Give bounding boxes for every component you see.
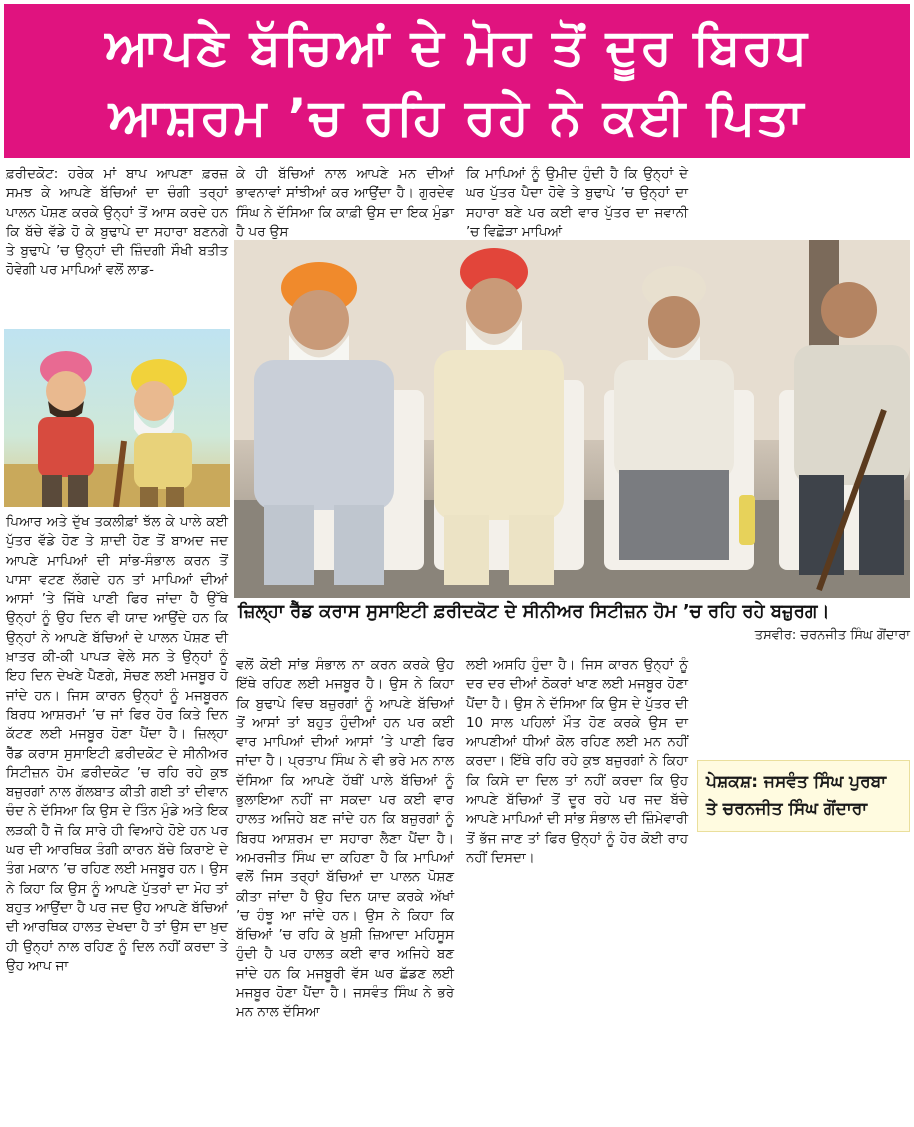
presented-by-box bbox=[697, 760, 910, 832]
article-col3-top bbox=[466, 165, 688, 242]
article-paragraph: ਲਈ ਅਸਹਿ ਹੁੰਦਾ ਹੈ। ਜਿਸ ਕਾਰਨ ਉਨ੍ਹਾਂ ਨੂੰ ਦਰ ਦਰ ਦੀਆਂ ਠੋਕਰਾਂ ਖਾਣ ਲਈ ਮਜਬੂਰ ਹੋਣਾ ਪੈਂਦਾ ਹੈ। ਉਸ ਨੇ ਦੱਸਿਆ ਕਿ ਉਸ ਦੇ ਪੁੱਤਰ ਦੀ 10 ਸਾਲ ਪਹਿਲਾਂ ਮੌਤ ਹੋਣ ਕਰਕੇ ਉਸ ਦਾ ਆਪਣੀਆਂ ਧੀਆਂ ਕੋਲ ਰਹਿਣ ਲਈ ਮਨ ਨਹੀਂ ਕਰਦਾ। ਇੱਥੇ ਰਹਿ ਰਹੇ ਕੁਝ ਬਜ਼ੁਰਗਾਂ ਨੇ ਕਿਹਾ ਕਿ ਕਿਸੇ ਦਾ ਦਿਲ ਤਾਂ ਨਹੀਂ ਕਰਦਾ ਕਿ ਉਹ ਆਪਣੇ ਬੱਚਿਆਂ ਤੋਂ ਦੂਰ ਰਹੇ ਪਰ ਜਦ ਬੱਚੇ ਆਪਣੇ ਮਾਪਿਆਂ ਦੀ ਸਾਂਭ ਸੰਭਾਲ ਦੀ ਜ਼ਿੰਮੇਵਾਰੀ ਤੋਂ ਭੱਜ ਜਾਣ ਤਾਂ ਫਿਰ ਉਨ੍ਹਾਂ ਨੂੰ ਹੋਰ ਕੋਈ ਰਾਹ ਨਹੀਂ ਦਿਸਦਾ। bbox=[466, 658, 688, 866]
photo-credit: ਤਸਵੀਰ: ਚਰਨਜੀਤ ਸਿੰਘ ਗੋਂਦਾਰਾ bbox=[754, 628, 910, 643]
cartoon-drawing bbox=[4, 329, 230, 507]
photo-caption: ਜ਼ਿਲ੍ਹਾ ਰੈੱਡ ਕਰਾਸ ਸੁਸਾਇਟੀ ਫ਼ਰੀਦਕੋਟ ਦੇ ਸੀਨੀਅਰ ਸਿਟੀਜ਼ਨ ਹੋਮ ’ਚ ਰਹਿ ਰਹੇ ਬਜ਼ੁਰਗ। bbox=[238, 601, 830, 622]
article-col3-bottom bbox=[466, 656, 688, 868]
headline-line-2: ਆਸ਼ਰਮ ’ਚ ਰਹਿ ਰਹੇ ਨੇ ਕਈ ਪਿਤਾ bbox=[108, 88, 806, 146]
presented-by-line-2: ਤੇ ਚਰਨਜੀਤ ਸਿੰਘ ਗੋਂਦਾਰਾ bbox=[706, 799, 868, 819]
headline-line-1: ਆਪਣੇ ਬੱਚਿਆਂ ਦੇ ਮੋਹ ਤੋਂ ਦੂਰ ਬਿਰਧ bbox=[105, 18, 809, 76]
cartoon-illustration bbox=[4, 329, 230, 507]
article-col1-top bbox=[6, 165, 228, 281]
article-paragraph: ਵਲੋਂ ਕੋਈ ਸਾਂਭ ਸੰਭਾਲ ਨਾ ਕਰਨ ਕਰਕੇ ਉਹ ਇੱਥੇ ਰਹਿਣ ਲਈ ਮਜਬੂਰ ਹੈ। ਉਸ ਨੇ ਕਿਹਾ ਕਿ ਬੁਢਾਪੇ ਵਿਚ ਬਜ਼ੁਰਗਾਂ ਨੂੰ ਆਪਣੇ ਬੱਚਿਆਂ ਤੋਂ ਆਸਾਂ ਤਾਂ ਬਹੁਤ ਹੁੰਦੀਆਂ ਹਨ ਪਰ ਕਈ ਵਾਰ ਮਾਪਿਆਂ ਦੀਆਂ ਆਸਾਂ ’ਤੇ ਪਾਣੀ ਫਿਰ ਜਾਂਦਾ ਹੈ। ਪ੍ਰਤਾਪ ਸਿੰਘ ਨੇ ਵੀ ਭਰੇ ਮਨ ਨਾਲ ਦੱਸਿਆ ਕਿ ਆਪਣੇ ਹੱਥੀਂ ਪਾਲੇ ਬੱਚਿਆਂ ਨੂੰ ਭੁਲਾਇਆ ਨਹੀਂ ਜਾ ਸਕਦਾ ਪਰ ਕਈ ਵਾਰ ਹਾਲਤ ਅਜਿਹੇ ਬਣ ਜਾਂਦੇ ਹਨ ਕਿ ਬਜ਼ੁਰਗਾਂ ਨੂੰ ਬਿਰਧ ਆਸ਼ਰਮ ਦਾ ਸਹਾਰਾ ਲੈਣਾ ਪੈਂਦਾ ਹੈ। ਅਮਰਜੀਤ ਸਿੰਘ ਦਾ ਕਹਿਣਾ ਹੈ ਕਿ ਮਾਪਿਆਂ ਵਲੋਂ ਜਿਸ ਤਰ੍ਹਾਂ ਬੱਚਿਆਂ ਦਾ ਪਾਲਨ ਪੋਸ਼ਣ ਕੀਤਾ ਜਾਂਦਾ ਹੈ ਉਹ ਦਿਨ ਯਾਦ ਕਰਕੇ ਅੱਖਾਂ ’ਚ ਹੰਝੂ ਆ ਜਾਂਦੇ ਹਨ। ਉਸ ਨੇ ਕਿਹਾ ਕਿ ਬੱਚਿਆਂ ’ਚ ਰਹਿ ਕੇ ਖ਼ੁਸ਼ੀ ਜ਼ਿਆਦਾ ਮਹਿਸੂਸ ਹੁੰਦੀ ਹੈ ਪਰ ਹਾਲਤ ਕਈ ਵਾਰ ਅਜਿਹੇ ਬਣ ਜਾਂਦੇ ਹਨ ਕਿ ਮਜਬੂਰੀ ਵੱਸ ਘਰ ਛੱਡਣ ਲਈ ਮਜਬੂਰ ਹੋਣਾ ਪੈਂਦਾ ਹੈ। ਜਸਵੰਤ ਸਿੰਘ ਨੇ ਭਰੇ ਮਨ ਨਾਲ ਦੱਸਿਆ bbox=[236, 658, 454, 1021]
article-col1-bottom bbox=[6, 513, 228, 976]
article-paragraph: ਫ਼ਰੀਦਕੋਟ: ਹਰੇਕ ਮਾਂ ਬਾਪ ਆਪਣਾ ਫ਼ਰਜ਼ ਸਮਝ ਕੇ ਆਪਣੇ ਬੱਚਿਆਂ ਦਾ ਚੰਗੀ ਤਰ੍ਹਾਂ ਪਾਲਨ ਪੋਸ਼ਣ ਕਰਕੇ ਉਨ੍ਹਾਂ ਤੋਂ ਆਸ ਕਰਦੇ ਹਨ ਕਿ ਬੱਚੇ ਵੱਡੇ ਹੋ ਕੇ ਬੁਢਾਪੇ ਦਾ ਸਹਾਰਾ ਬਣਨਗੇ ਤੇ ਬੁਢਾਪੇ ’ਚ ਉਨ੍ਹਾਂ ਦੀ ਜ਼ਿੰਦਗੀ ਸੌਖੀ ਬਤੀਤ ਹੋਵੇਗੀ ਪਰ ਮਾਪਿਆਂ ਵਲੋਂ ਲਾਡ- bbox=[6, 167, 228, 279]
article-paragraph: ਕੇ ਹੀ ਬੱਚਿਆਂ ਨਾਲ ਆਪਣੇ ਮਨ ਦੀਆਂ ਭਾਵਨਾਵਾਂ ਸਾਂਝੀਆਂ ਕਰ ਆਉਂਦਾ ਹੈ। ਗੁਰਦੇਵ ਸਿੰਘ ਨੇ ਦੱਸਿਆ ਕਿ ਕਾਫ਼ੀ ਉਸ ਦਾ ਇਕ ਮੁੰਡਾ ਹੈ ਪਰ ਉਸ bbox=[236, 167, 454, 240]
presented-by-line-1: ਪੇਸ਼ਕਸ਼: ਜਸਵੰਤ ਸਿੰਘ ਪੁਰਬਾ bbox=[706, 772, 887, 792]
article-col2-top bbox=[236, 165, 454, 242]
photo-drawing bbox=[234, 240, 910, 598]
article-col2-bottom bbox=[236, 656, 454, 1023]
elderly-men-photo bbox=[234, 240, 910, 598]
article-paragraph: ਕਿ ਮਾਪਿਆਂ ਨੂੰ ਉਮੀਦ ਹੁੰਦੀ ਹੈ ਕਿ ਉਨ੍ਹਾਂ ਦੇ ਘਰ ਪੁੱਤਰ ਪੈਦਾ ਹੋਵੇ ਤੇ ਬੁਢਾਪੇ ’ਚ ਉਨ੍ਹਾਂ ਦਾ ਸਹਾਰਾ ਬਣੇ ਪਰ ਕਈ ਵਾਰ ਪੁੱਤਰ ਦਾ ਜਵਾਨੀ ’ਚ ਵਿਛੋੜਾ ਮਾਪਿਆਂ bbox=[466, 167, 688, 240]
headline-banner bbox=[4, 4, 910, 158]
article-paragraph: ਪਿਆਰ ਅਤੇ ਦੁੱਖ ਤਕਲੀਫ਼ਾਂ ਝੱਲ ਕੇ ਪਾਲੇ ਕਈ ਪੁੱਤਰ ਵੱਡੇ ਹੋਣ ਤੇ ਸ਼ਾਦੀ ਹੋਣ ਤੋਂ ਬਾਅਦ ਜਦ ਆਪਣੇ ਮਾਪਿਆਂ ਦੀ ਸਾਂਭ-ਸੰਭਾਲ ਕਰਨ ਤੋਂ ਪਾਸਾ ਵਟਣ ਲੱਗਦੇ ਹਨ ਤਾਂ ਮਾਪਿਆਂ ਦੀਆਂ ਆਸਾਂ ’ਤੇ ਜਿੱਥੇ ਪਾਣੀ ਫਿਰ ਜਾਂਦਾ ਹੈ ਉੱਥੇ ਉਨ੍ਹਾਂ ਨੂੰ ਉਹ ਦਿਨ ਵੀ ਯਾਦ ਆਉਂਦੇ ਹਨ ਕਿ ਉਨ੍ਹਾਂ ਨੇ ਆਪਣੇ ਬੱਚਿਆਂ ਦੇ ਪਾਲਨ ਪੋਸ਼ਣ ਦੀ ਖ਼ਾਤਰ ਕੀ-ਕੀ ਪਾਪੜ ਵੇਲੇ ਸਨ ਤੇ ਉਨ੍ਹਾਂ ਨੂੰ ਇਹ ਦਿਨ ਦੇਖਣੇ ਪੈਣਗੇ, ਸੋਚਣ ਲਈ ਮਜਬੂਰ ਹੋ ਜਾਂਦੇ ਹਨ। ਜਿਸ ਕਾਰਨ ਉਨ੍ਹਾਂ ਨੂੰ ਮਜਬੂਰਨ ਬਿਰਧ ਆਸ਼ਰਮਾਂ ’ਚ ਜਾਂ ਫਿਰ ਹੋਰ ਕਿਤੇ ਦਿਨ ਕੱਟਣ ਲਈ ਮਜਬੂਰ ਹੋਣਾ ਪੈਂਦਾ ਹੈ। ਜ਼ਿਲ੍ਹਾ ਰੈੱਡ ਕਰਾਸ ਸੁਸਾਇਟੀ ਫ਼ਰੀਦਕੋਟ ਦੇ ਸੀਨੀਅਰ ਸਿਟੀਜ਼ਨ ਹੋਮ ਫ਼ਰੀਦਕੋਟ ’ਚ ਰਹਿ ਰਹੇ ਕੁਝ ਬਜ਼ੁਰਗਾਂ ਨਾਲ ਗੱਲਬਾਤ ਕੀਤੀ ਗਈ ਤਾਂ ਦੀਵਾਨ ਚੰਦ ਨੇ ਦੱਸਿਆ ਕਿ ਉਸ ਦੇ ਤਿੰਨ ਮੁੰਡੇ ਅਤੇ ਇਕ ਲੜਕੀ ਹੈ ਜੋ ਕਿ ਸਾਰੇ ਹੀ ਵਿਆਹੇ ਹੋਏ ਹਨ ਪਰ ਘਰ ਦੀ ਆਰਥਿਕ ਤੰਗੀ ਕਾਰਨ ਬੱਚੇ ਕਿਰਾਏ ਦੇ ਤੰਗ ਮਕਾਨ ’ਚ ਰਹਿਣ ਲਈ ਮਜਬੂਰ ਹਨ। ਉਸ ਨੇ ਕਿਹਾ ਕਿ ਉਸ ਨੂੰ ਆਪਣੇ ਪੁੱਤਰਾਂ ਦਾ ਮੋਹ ਤਾਂ ਬਹੁਤ ਆਉਂਦਾ ਹੈ ਪਰ ਜਦ ਉਹ ਆਪਣੇ ਬੱਚਿਆਂ ਦੀ ਆਰਥਿਕ ਹਾਲਤ ਦੇਖਦਾ ਹੈ ਤਾਂ ਉਸ ਦਾ ਖ਼ੁਦ ਹੀ ਉਨ੍ਹਾਂ ਨਾਲ ਰਹਿਣ ਨੂੰ ਦਿਲ ਨਹੀਂ ਕਰਦਾ ਤੇ ਉਹ ਆਪ ਜਾ bbox=[6, 515, 228, 974]
